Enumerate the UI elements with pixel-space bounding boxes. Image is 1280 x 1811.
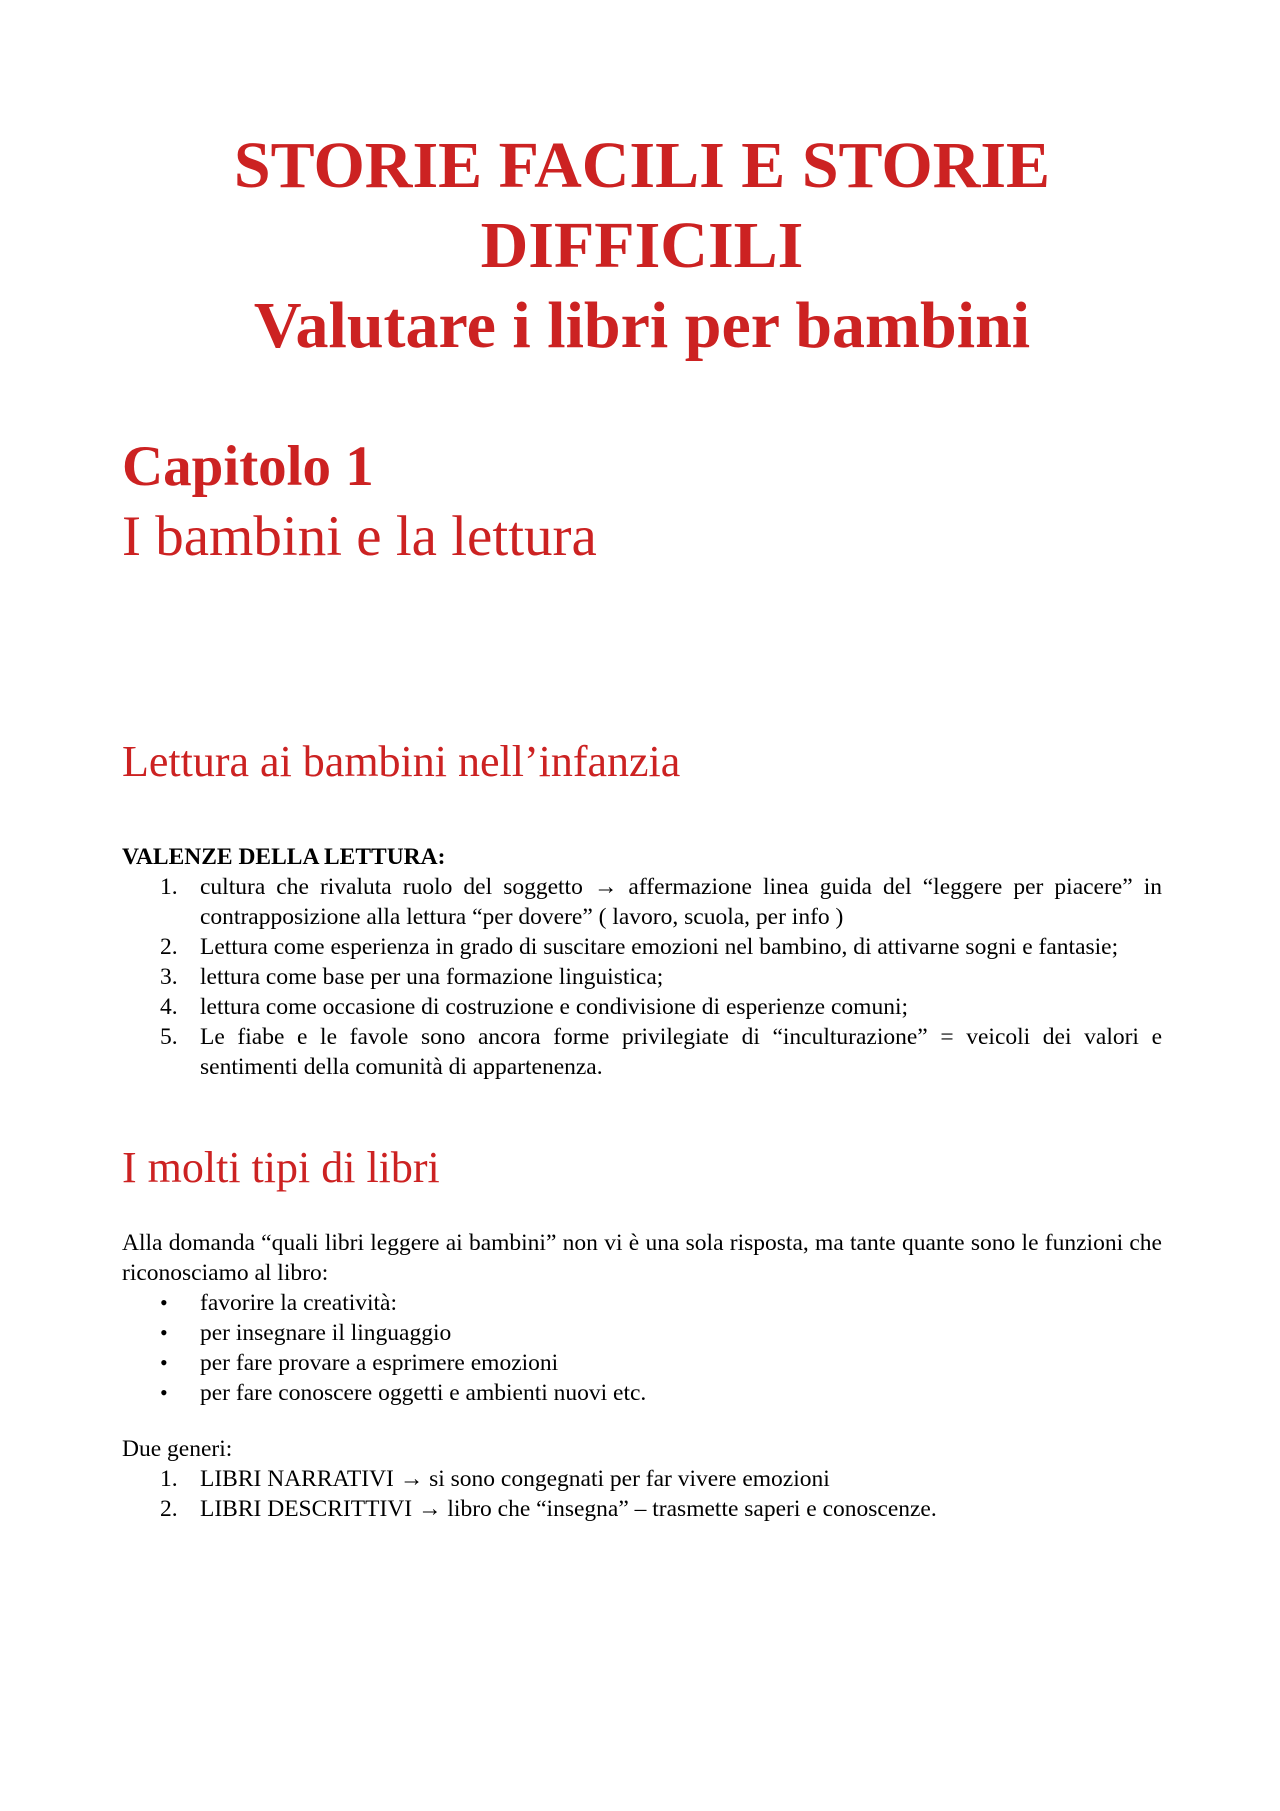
intro-paragraph: Alla domanda “quali libri leggere ai bambini” non vi è una sola risposta, ma tante quante sono le funzioni che riconosciamo al libro: xyxy=(122,1230,1162,1286)
list-marker: 1. xyxy=(160,874,178,900)
list-item-text: LIBRI DESCRITTIVI → libro che “insegna” – trasmette saperi e conoscenze. xyxy=(200,1496,937,1522)
list-item xyxy=(122,962,1162,992)
list-item xyxy=(122,1494,1162,1524)
valenze-label: VALENZE DELLA LETTURA: xyxy=(122,844,446,870)
list-item-text: lettura come base per una formazione linguistica; xyxy=(200,964,664,990)
list-item xyxy=(122,1378,1162,1408)
list-item xyxy=(122,872,1162,932)
list-item-text: per fare conoscere oggetti e ambienti nuovi etc. xyxy=(200,1380,647,1406)
title-line-3: Valutare i libri per bambini xyxy=(253,289,1031,362)
bullet-icon: • xyxy=(160,1320,168,1345)
list-item xyxy=(122,1348,1162,1378)
list-item-text: cultura che rivaluta ruolo del soggetto → affermazione linea guida del “leggere per piacere” in contrapposizione alla lettura “per dovere” ( lavoro, scuola, per info ) xyxy=(200,874,1162,930)
list-item xyxy=(122,1464,1162,1494)
document-title xyxy=(122,126,1162,366)
chapter-number: Capitolo 1 xyxy=(122,435,374,498)
list-item-text: per fare provare a esprimere emozioni xyxy=(200,1350,559,1376)
list-item-text: favorire la creatività: xyxy=(200,1290,398,1316)
list-item xyxy=(122,1288,1162,1318)
list-item-text: LIBRI NARRATIVI → si sono congegnati per far vivere emozioni xyxy=(200,1466,830,1492)
list-item xyxy=(122,1022,1162,1082)
list-marker: 2. xyxy=(160,1496,178,1522)
valenze-list xyxy=(122,872,1162,1082)
list-marker: 5. xyxy=(160,1024,178,1050)
section-heading-tipi-libri: I molti tipi di libri xyxy=(122,1143,440,1192)
list-marker: 3. xyxy=(160,964,178,990)
bullet-icon: • xyxy=(160,1350,168,1375)
genres-list xyxy=(122,1464,1162,1524)
list-item-text: Le fiabe e le favole sono ancora forme privilegiate di “inculturazione” = veicoli dei valori e sentimenti della comunità di appartenenza. xyxy=(200,1024,1162,1080)
list-item-text: Lettura come esperienza in grado di suscitare emozioni nel bambino, di attivarne sogni e fantasie; xyxy=(200,934,1119,960)
functions-list xyxy=(122,1288,1162,1408)
genres-label: Due generi: xyxy=(122,1436,233,1462)
title-line-1: STORIE FACILI E STORIE xyxy=(233,129,1051,202)
bullet-icon: • xyxy=(160,1380,168,1405)
list-item-text: lettura come occasione di costruzione e condivisione di esperienze comuni; xyxy=(200,994,909,1020)
list-marker: 2. xyxy=(160,934,178,960)
list-item-text: per insegnare il linguaggio xyxy=(200,1320,452,1346)
bullet-icon: • xyxy=(160,1290,168,1315)
list-item xyxy=(122,992,1162,1022)
list-item xyxy=(122,1318,1162,1348)
list-item xyxy=(122,932,1162,962)
list-marker: 4. xyxy=(160,994,178,1020)
section-heading-lettura: Lettura ai bambini nell’infanzia xyxy=(122,737,681,786)
chapter-title: I bambini e la lettura xyxy=(122,505,597,568)
list-marker: 1. xyxy=(160,1466,178,1492)
title-line-2: DIFFICILI xyxy=(480,209,804,282)
